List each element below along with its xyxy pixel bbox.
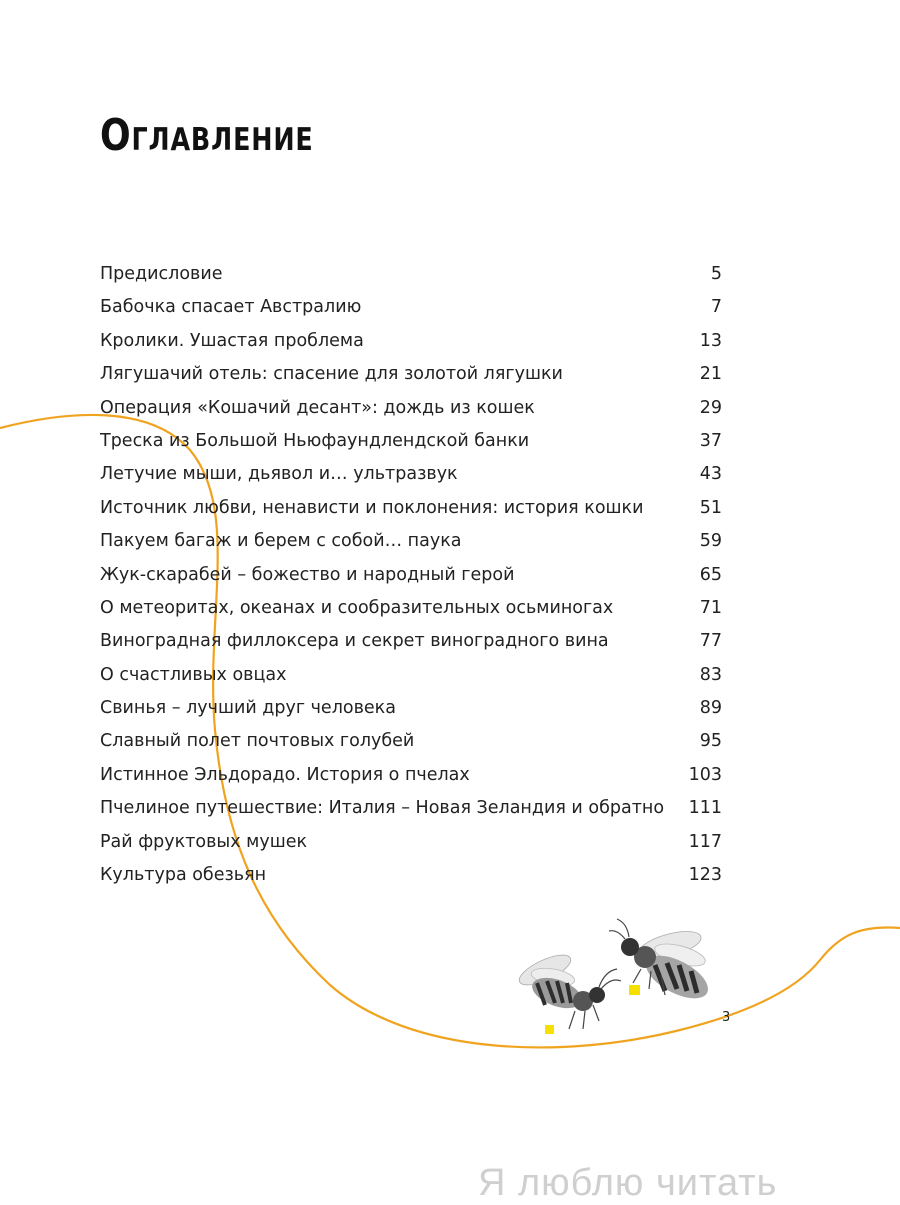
page-number: 3	[722, 1010, 731, 1025]
toc-entry-title: Бабочка спасает Австралию	[100, 297, 362, 318]
toc-entry-title: Кролики. Ушастая проблема	[100, 330, 364, 351]
toc-entry-page: 37	[699, 430, 722, 451]
toc-entry-page: 65	[699, 564, 722, 585]
bee-right-icon	[609, 919, 715, 1007]
toc-entry-page: 111	[688, 798, 722, 819]
toc-entry-title: О метеоритах, океанах и сообразительных осьминогах	[100, 597, 614, 618]
toc-entry[interactable]	[100, 665, 722, 698]
toc-entry-title: О счастливых овцах	[100, 664, 287, 685]
toc-entry-page: 43	[699, 464, 722, 485]
toc-entry[interactable]	[100, 264, 722, 297]
toc-entry[interactable]	[100, 364, 722, 397]
toc-entry-title: Операция «Кошачий десант»: дождь из кошек	[100, 397, 535, 418]
page-title: Оглавление	[100, 110, 314, 161]
watermark-text: Я люблю читать	[478, 1162, 778, 1204]
toc-entry-title: Лягушачий отель: спасение для золотой лягушки	[100, 364, 563, 385]
toc-entry-page: 89	[699, 698, 722, 719]
toc-entry-page: 7	[710, 297, 722, 318]
toc-entry-title: Истинное Эльдорадо. История о пчелах	[100, 764, 470, 785]
toc-entry-title: Жук-скарабей – божество и народный герой	[100, 564, 515, 585]
toc-entry-page: 21	[699, 364, 722, 385]
toc-entry-page: 95	[699, 731, 722, 752]
toc-entry-title: Свинья – лучший друг человека	[100, 698, 396, 719]
toc-entry-title: Источник любви, ненависти и поклонения: история кошки	[100, 497, 644, 518]
toc-entry-title: Предисловие	[100, 264, 223, 284]
toc-entry-page: 103	[688, 764, 722, 785]
toc-entry[interactable]	[100, 331, 722, 364]
toc-entry-page: 117	[688, 831, 722, 852]
toc-entry[interactable]	[100, 531, 722, 564]
toc-entry[interactable]	[100, 398, 722, 431]
toc-entry[interactable]	[100, 297, 722, 330]
toc-entry-title: Пакуем багаж и берем с собой… паука	[100, 531, 462, 552]
toc-entry-title: Треска из Большой Ньюфаундлендской банки	[100, 430, 530, 451]
toc-entry-title: Культура обезьян	[100, 865, 267, 886]
toc-entry-page: 77	[699, 631, 722, 652]
toc-entry-title: Славный полет почтовых голубей	[100, 731, 415, 752]
toc-entry[interactable]	[100, 865, 722, 898]
toc-entry-title: Летучие мыши, дьявол и… ультразвук	[100, 464, 458, 485]
toc-entry[interactable]	[100, 464, 722, 497]
toc-entry[interactable]	[100, 631, 722, 664]
toc-entry[interactable]	[100, 598, 722, 631]
toc-entry-page: 51	[699, 497, 722, 518]
bees-illustration	[505, 915, 745, 1065]
toc-entry-page: 29	[699, 397, 722, 418]
toc-entry-title: Виноградная филлоксера и секрет виноградного вина	[100, 631, 609, 652]
table-of-contents	[100, 264, 722, 898]
toc-entry-page: 13	[699, 330, 722, 351]
toc-entry-title: Рай фруктовых мушек	[100, 831, 308, 852]
toc-entry[interactable]	[100, 832, 722, 865]
toc-entry-title: Пчелиное путешествие: Италия – Новая Зеландия и обратно	[100, 798, 665, 819]
toc-entry-page: 5	[710, 264, 722, 284]
toc-entry[interactable]	[100, 431, 722, 464]
toc-entry[interactable]	[100, 798, 722, 831]
toc-entry[interactable]	[100, 565, 722, 598]
bee-left-icon	[515, 949, 621, 1034]
toc-entry-page: 71	[699, 597, 722, 618]
toc-entry-page: 59	[699, 531, 722, 552]
toc-entry[interactable]	[100, 698, 722, 731]
toc-entry-page: 83	[699, 664, 722, 685]
toc-entry[interactable]	[100, 731, 722, 764]
toc-entry-page: 123	[688, 865, 722, 886]
toc-entry[interactable]	[100, 498, 722, 531]
toc-entry[interactable]	[100, 765, 722, 798]
